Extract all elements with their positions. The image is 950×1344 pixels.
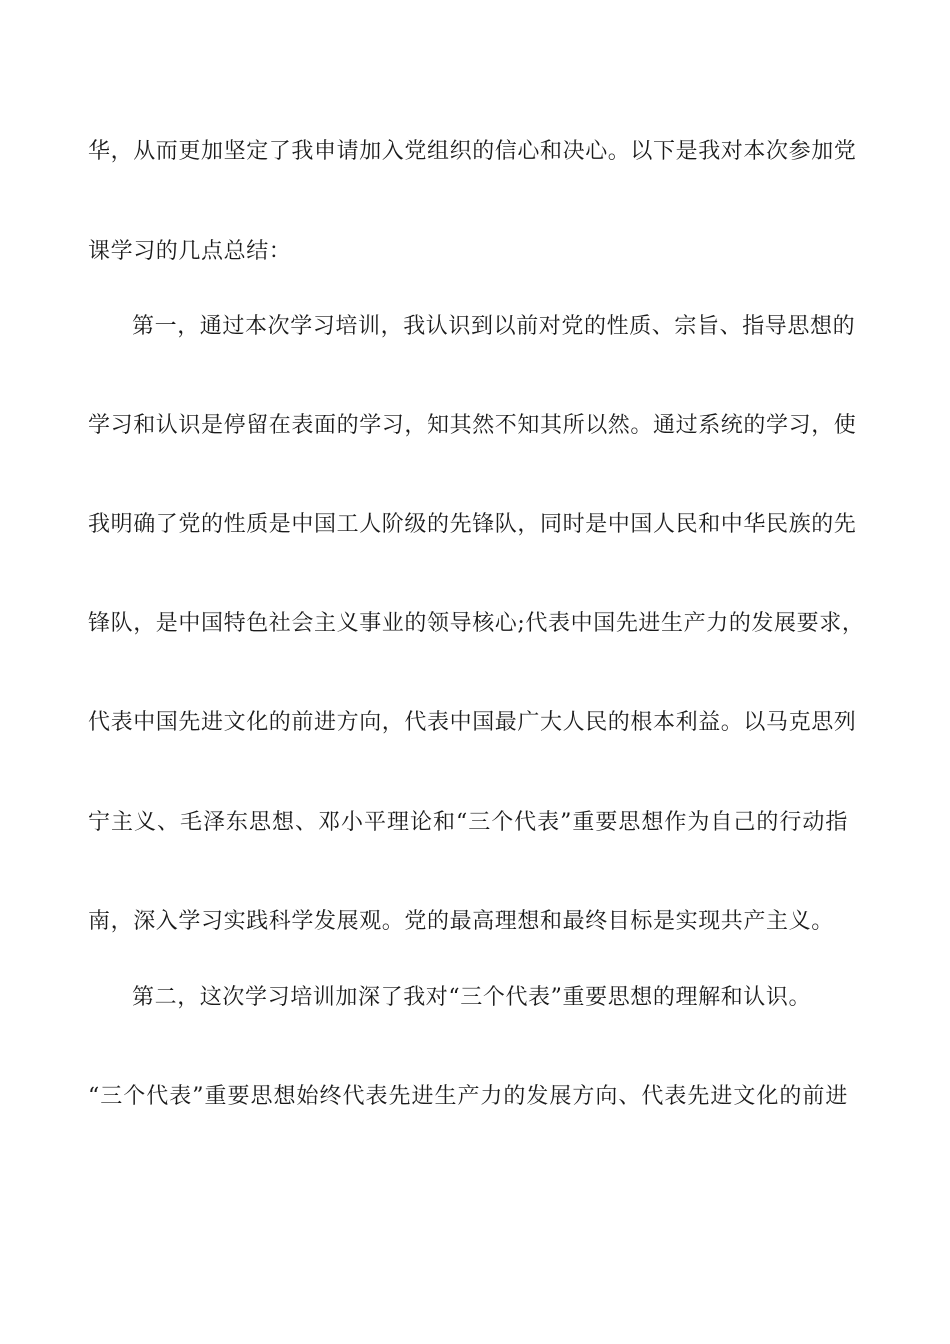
text-line-4: 学习和认识是停留在表面的学习，知其然不知其所以然。通过系统的学习，使 [88, 413, 857, 438]
text-line-11: “三个代表”重要思想始终代表先进生产力的发展方向、代表先进文化的前进 [88, 1084, 848, 1109]
text-line-8: 宁主义、毛泽东思想、邓小平理论和“三个代表”重要思想作为自己的行动指 [88, 810, 848, 835]
text-line-2: 课学习的几点总结： [88, 239, 292, 264]
text-line-6: 锋队，是中国特色社会主义事业的领导核心;代表中国先进生产力的发展要求， [88, 611, 865, 636]
text-line-5: 我明确了党的性质是中国工人阶级的先锋队，同时是中国人民和中华民族的先 [88, 512, 857, 537]
text-line-7: 代表中国先进文化的前进方向，代表中国最广大人民的根本利益。以马克思列 [88, 710, 857, 735]
paragraph-first-line-1: 第一，通过本次学习培训，我认识到以前对党的性质、宗旨、指导思想的 [132, 314, 856, 339]
text-line-1: 华，从而更加坚定了我申请加入党组织的信心和决心。以下是我对本次参加党 [88, 139, 857, 164]
paragraph-first-line-2: 第二，这次学习培训加深了我对“三个代表”重要思想的理解和认识。 [132, 985, 812, 1010]
text-line-9: 南，深入学习实践科学发展观。党的最高理想和最终目标是实现共产主义。 [88, 909, 834, 934]
